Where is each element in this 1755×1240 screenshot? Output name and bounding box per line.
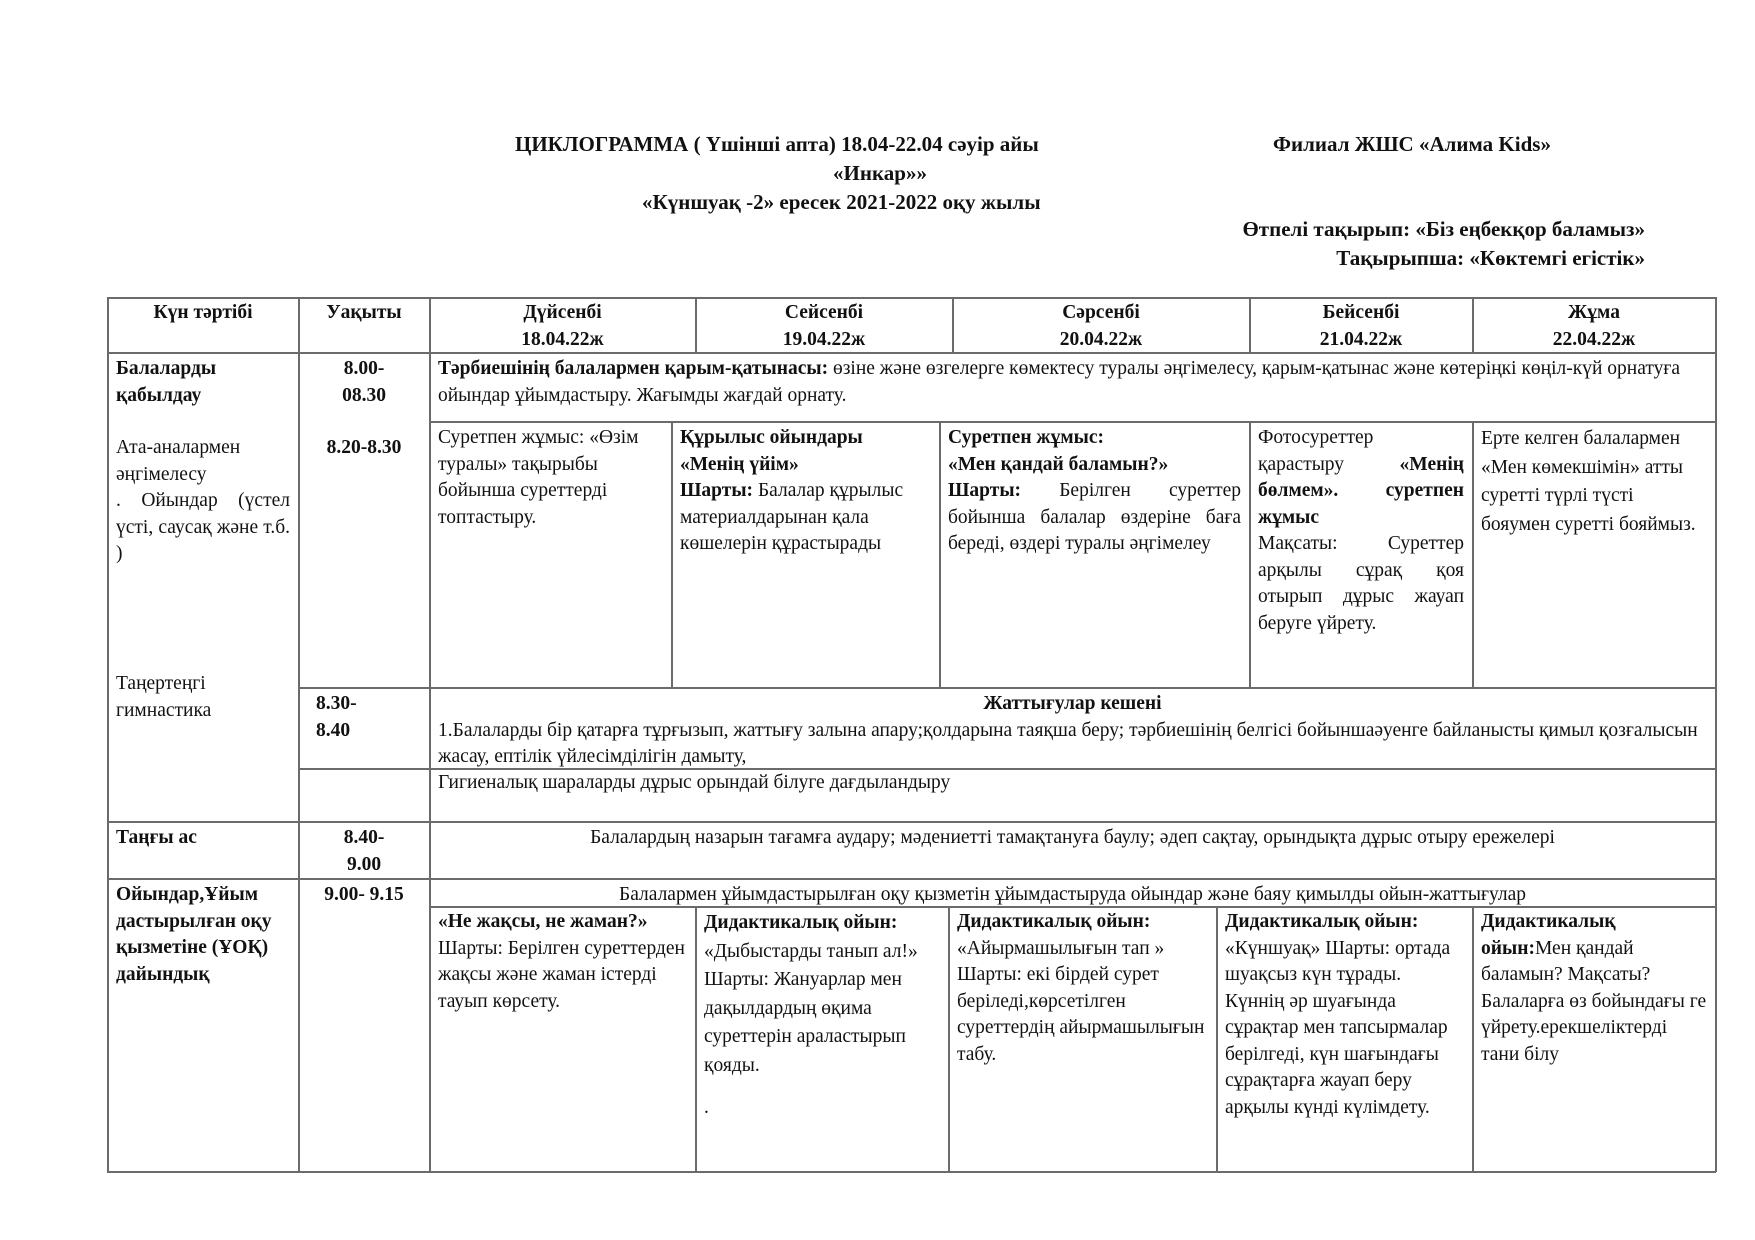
game-text: Шарты: Берілген суреттерден жақсы және жаман істерді тауып көрсету. <box>438 937 685 1012</box>
routine-games-preparation: Ойындар,Ұйым дастырылған оқу қызметіне (ҰОҚ) дайындық <box>116 884 272 985</box>
day-date: 22.04.22ж <box>1552 328 1636 350</box>
col-header-time: Уақыты <box>326 302 402 323</box>
routine-breakfast: Таңғы ас <box>116 827 197 848</box>
time-breakfast <box>299 823 429 880</box>
activity-name: «Менің үйім» <box>680 453 799 475</box>
condition-text: Балалар құрылыс материалдарынан қала көшелерін құрастырады <box>680 480 904 554</box>
time-start: 8.30- <box>316 693 357 714</box>
day-date: 21.04.22ж <box>1319 328 1403 350</box>
gymnastics-block <box>430 689 1715 773</box>
gymnastics-text: 1.Балаларды бір қатарға тұрғызып, жаттығу залына апару;қолдарына таяқша беру; тәрбиешінің белгісі бойыншаәуенге байланысты қимыл қозғалысын жасау, ептілік үйлесімділігін дамыту, <box>438 719 1698 767</box>
routine-games: . Ойындар (үстел үсті, саусақ және т.б. ) <box>116 490 290 564</box>
activity-name: «Менің бөлмем». суретпен жұмыс <box>1258 453 1464 528</box>
routine-morning-gymnastics: Таңертеңгі гимнастика <box>116 673 212 721</box>
branch-name: Филиал ЖШС «Алима Kids» <box>1273 132 1551 156</box>
time-end: 8.40 <box>316 719 351 741</box>
teacher-interaction <box>430 354 1715 411</box>
condition-text: Берілген суреттер бойынша балалар өздеріне баға береді, өздері туралы әңгімелеу <box>948 480 1241 554</box>
day-date: 20.04.22ж <box>1059 328 1143 350</box>
activity-title: Құрылыс ойындары <box>680 427 863 448</box>
game-type: Дидактикалық ойын: <box>1481 911 1616 959</box>
game-type: Дидактикалық ойын: <box>957 911 1151 932</box>
col-header-tuesday <box>696 298 952 355</box>
day-name: Сейсенбі <box>784 302 864 323</box>
games-friday <box>1473 907 1715 1070</box>
games-thursday <box>1217 907 1472 1123</box>
activity-text: Фотосуреттер қарастыру <box>1258 427 1400 475</box>
col-header-routine: Күн тәртібі <box>153 302 253 323</box>
game-dot: . <box>704 1097 709 1118</box>
games-tuesday <box>696 907 948 1125</box>
hygiene-text: Гигиеналық шараларды дұрыс орындай білуге дағдыландыру <box>438 772 951 793</box>
time-end: 9.00 <box>346 853 382 875</box>
col-header-thursday <box>1250 298 1472 355</box>
reception-thursday <box>1250 423 1472 639</box>
transitional-topic: Өтпелі тақырып: «Біз еңбекқор баламыз» <box>1242 217 1645 241</box>
game-text: «Айырмашылығын тап » Шарты: екі бірдей сурет беріледі,көрсетілген суреттердің айырмашылығын табу. <box>957 937 1205 1065</box>
time-reception <box>299 354 429 411</box>
group-year: «Күншуақ -2» ересек 2021-2022 оқу жылы <box>642 190 1041 214</box>
goal-text: Мақсаты: Суреттер арқылы сұрақ қоя отырып дұрыс жауап беруге үйрету. <box>1258 533 1464 634</box>
time-start: 8.40- <box>343 827 385 848</box>
time-start: 8.00- <box>343 358 385 379</box>
interaction-label: Тәрбиешінің балалармен қарым-қатынасы: <box>438 358 829 379</box>
time-games: 9.00- 9.15 <box>324 884 404 905</box>
routine-reception: Балаларды қабылдау <box>116 358 217 406</box>
col-header-wednesday <box>953 298 1249 355</box>
condition-label: Шарты: <box>680 480 754 501</box>
game-text: «Дыбыстарды танып ал!» Шарты: Жануарлар мен дақылдардың өқима суреттерін араластырып қояды. <box>704 940 918 1076</box>
games-monday <box>430 907 695 1017</box>
reception-monday: Суретпен жұмыс: «Өзім туралы» тақырыбы бойынша суреттерді топтастыру. <box>438 427 639 528</box>
col-header-monday <box>430 298 695 355</box>
time-end: 08.30 <box>342 384 386 406</box>
day-date: 19.04.22ж <box>782 328 866 350</box>
game-type: Дидактикалық ойын: <box>704 912 898 933</box>
condition-label: Шарты: <box>948 480 1022 501</box>
game-text: Мен қандай баламын? Мақсаты? Балаларға өз бойындағы ге үйрету.ерекшеліктерді тани білу <box>1481 937 1707 1065</box>
col-header-friday <box>1473 298 1715 355</box>
activity-title: Суретпен жұмыс: <box>948 427 1104 448</box>
games-wednesday <box>949 907 1216 1070</box>
game-name: «Не жақсы, не жаман?» <box>438 911 648 932</box>
game-text: «Күншуақ» Шарты: ортада шуақсыз күн тұрады. Күннің әр шуағында сұрақтар мен тапсырмалар берілгеді, күн шағындағы сұрақтарға жауап беру арқылы күнді күлімдету. <box>1225 937 1451 1118</box>
game-type: Дидактикалық ойын: <box>1225 911 1419 932</box>
day-name: Сәрсенбі <box>1062 302 1140 323</box>
reception-tuesday <box>672 423 939 560</box>
routine-parents-talk: Ата-аналармен әңгімелесу <box>116 437 241 485</box>
cyclogram-title: ЦИКЛОГРАММА ( Үшінші апта) 18.04-22.04 сәуір айы <box>515 132 1039 156</box>
time-gymnastics <box>299 689 429 746</box>
breakfast-text: Балалардың назарын тағамға аудару; мәдениетті тамақтануға баулу; әдеп сақтау, орындықта дұрыс отыру ережелері <box>590 827 1555 848</box>
gymnastics-title: Жаттығулар кешені <box>983 693 1162 714</box>
interaction-text: өзіне және өзгелерге көмектесу туралы әңгімелесу, қарым-қатынас және көтеріңкі көңіл-күй орнатуға ойындар ұйымдастыру. Жағымды жағдай орнату. <box>438 358 1681 406</box>
time-activities: 8.20-8.30 <box>326 437 402 458</box>
day-name: Бейсенбі <box>1322 302 1400 323</box>
reception-wednesday <box>940 423 1249 560</box>
group-name: «Инкар»» <box>833 161 927 185</box>
games-intro: Балалармен ұйымдастырылған оқу қызметін ұйымдастыруда ойындар және баяу қимылды ойын-жаттығулар <box>619 884 1526 905</box>
reception-friday: Ерте келген балалармен «Мен көмекшімін» атты суретті түрлі түсті бояумен суретті бояймыз. <box>1481 428 1696 535</box>
day-name: Дүйсенбі <box>523 302 602 323</box>
day-name: Жұма <box>1568 302 1620 323</box>
subtopic: Тақырыпша: «Көктемгі егістік» <box>1336 246 1645 270</box>
day-date: 18.04.22ж <box>521 328 604 350</box>
activity-name: «Мен қандай баламын?» <box>948 453 1169 475</box>
